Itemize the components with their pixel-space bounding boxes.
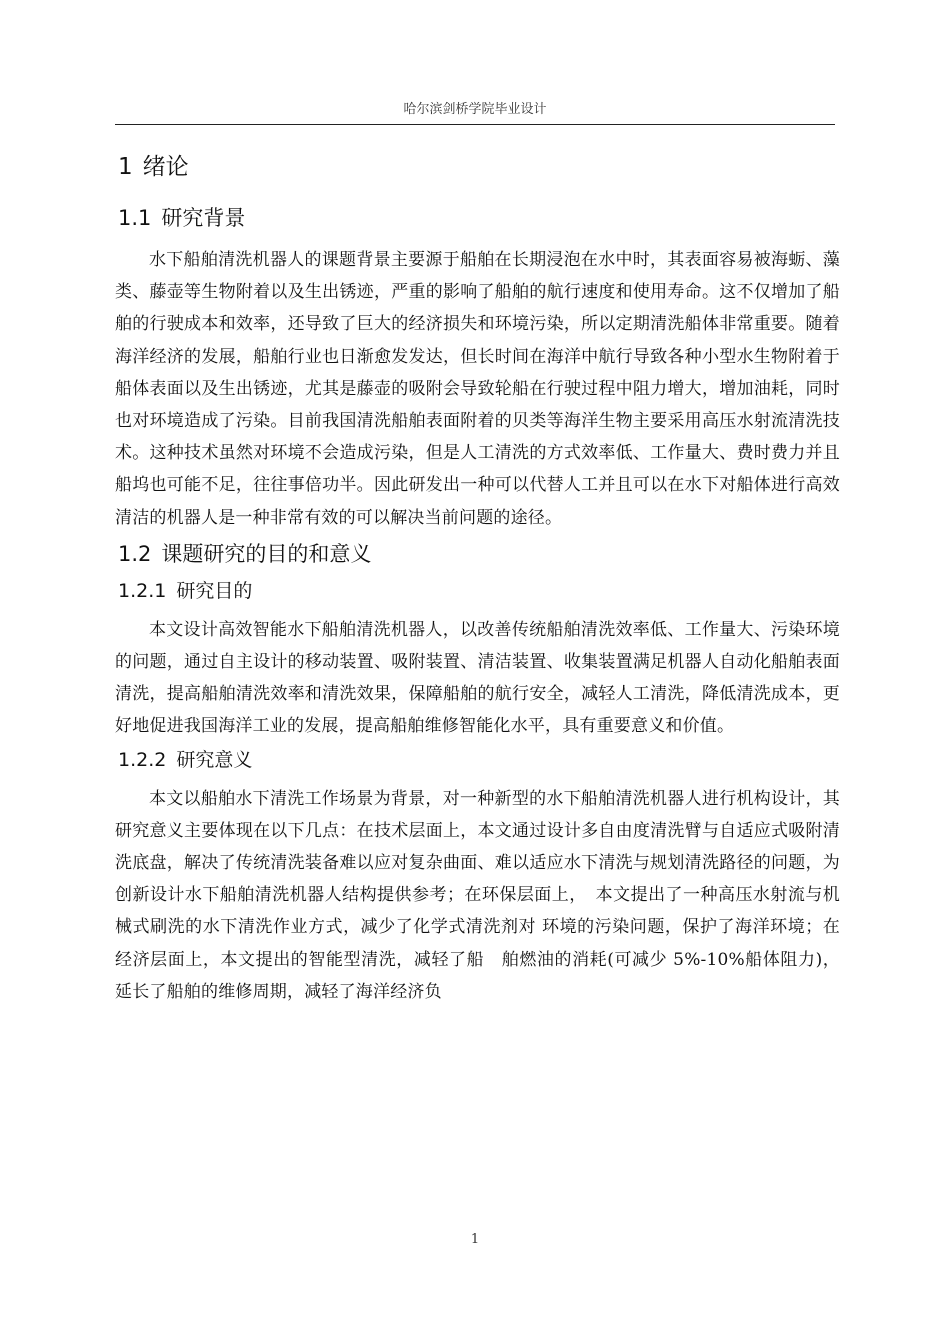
document-body (115, 140, 840, 1008)
section-heading-1-2 (118, 540, 840, 568)
subsection-number: 1.2.2 (118, 748, 167, 771)
section-title: 研究背景 (161, 206, 246, 230)
section-number: 1.2 (118, 541, 152, 566)
subsection-title: 研究目的 (176, 579, 253, 602)
chapter-heading (118, 152, 840, 182)
paragraph-significance: 本文以船舶水下清洗工作场景为背景，对一种新型的水下船舶清洗机器人进行机构设计，其研究意义主要体现在以下几点：在技术层面上，本文通过设计多自由度清洗臂与自适应式吸附清洗底盘，解决了传统清洗装备难以应对复杂曲面、难以适应水下清洗与规划清洗路径的问题，为创新设计水下船舶清洗机器人结构提供参考；在环保层面上， 本文提出了一种高压水射流与机械式刷洗的水下清洗作业方式，减少了化学式清洗剂对 环境的污染问题，保护了海洋环境；在经济层面上，本文提出的智能型清洗，减轻了船 舶燃油的消耗(可减少 5%-10%船体阻力)，延长了船舶的维修周期，减轻了海洋经济负 (115, 788, 840, 1002)
subsection-heading-1-2-2 (118, 747, 840, 773)
header-title: 哈尔滨剑桥学院毕业设计 (403, 102, 547, 117)
subsection-title: 研究意义 (176, 748, 253, 771)
subsection-number: 1.2.1 (118, 579, 167, 602)
section-title: 课题研究的目的和意义 (161, 541, 372, 566)
paragraph-background: 水下船舶清洗机器人的课题背景主要源于船舶在长期浸泡在水中时，其表面容易被海蛎、藻类、藤壶等生物附着以及生出锈迹，严重的影响了船舶的航行速度和使用寿命。这不仅增加了船舶的行驶成本和效率，还导致了巨大的经济损失和环境污染，所以定期清洗船体非常重要。随着海洋经济的发展，船舶行业也日渐愈发发达，但长时间在海洋中航行导致各种小型水生物附着于船体表面以及生出锈迹，尤其是藤壶的吸附会导致轮船在行驶过程中阻力增大，增加油耗，同时也对环境造成了污染。目前我国清洗船舶表面附着的贝类等海洋生物主要采用高压水射流清洗技术。这种技术虽然对环境不会造成污染，但是人工清洗的方式效率低、工作量大、费时费力并且船坞也可能不足，往往事倍功半。因此研发出一种可以代替人工并且可以在水下对船体进行高效清洁的机器人是一种非常有效的可以解决当前问题的途径。 (115, 250, 840, 528)
subsection-heading-1-2-1 (118, 578, 840, 604)
chapter-title: 绪论 (142, 154, 189, 180)
page-header (115, 100, 835, 125)
page-number: 1 (470, 1232, 480, 1247)
chapter-number: 1 (118, 154, 133, 180)
section-number: 1.1 (118, 206, 152, 230)
paragraph-purpose: 本文设计高效智能水下船舶清洗机器人，以改善传统船舶清洗效率低、工作量大、污染环境的问题，通过自主设计的移动装置、吸附装置、清洁装置、收集装置满足机器人自动化船舶表面清洗，提高船舶清洗效率和清洗效果，保障船舶的航行安全，减轻人工清洗，降低清洗成本，更好地促进我国海洋工业的发展，提高船舶维修智能化水平，具有重要意义和价值。 (115, 619, 840, 737)
section-heading-1-1 (118, 204, 840, 232)
